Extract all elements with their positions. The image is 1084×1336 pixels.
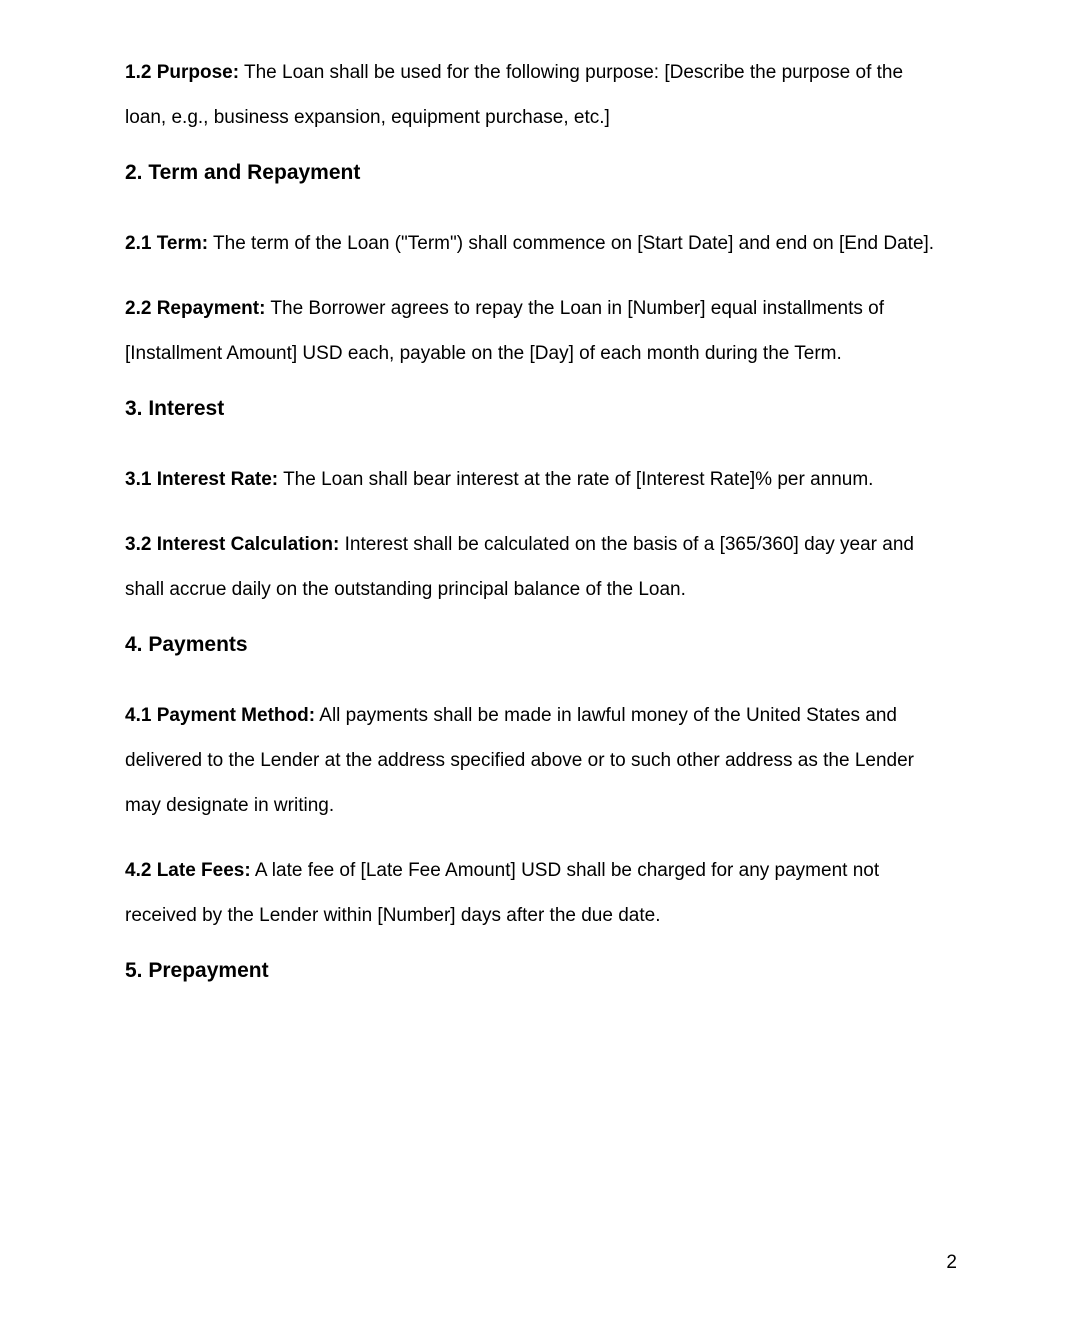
page-number: 2 bbox=[946, 1252, 957, 1273]
clause-text: A late fee of [Late Fee Amount] USD shall be charged for any payment not received by the Lender within [Number] days after the due date. bbox=[125, 860, 880, 926]
clause-text: The Loan shall bear interest at the rate of [Interest Rate]% per annum. bbox=[283, 469, 874, 490]
clause-label: 2.1 Term: bbox=[125, 233, 209, 254]
clause-text: The Loan shall be used for the following purpose: [Describe the purpose of the loan, e.g., business expansion, equipment purchase, etc.] bbox=[125, 62, 904, 128]
clause-text: All payments shall be made in lawful money of the United States and delivered to the Lender at the address specified above or to such other address as the Lender may designate in writing. bbox=[125, 705, 915, 816]
clause-label: 1.2 Purpose: bbox=[125, 62, 240, 83]
section-heading-term-and-repayment: 2. Term and Repayment bbox=[125, 161, 361, 184]
clause-label: 2.2 Repayment: bbox=[125, 298, 266, 319]
clause-text: The term of the Loan ("Term") shall commence on [Start Date] and end on [End Date]. bbox=[213, 233, 935, 254]
clause-label: 3.2 Interest Calculation: bbox=[125, 534, 340, 555]
clause-label: 4.1 Payment Method: bbox=[125, 705, 316, 726]
clause-2-2-repayment bbox=[125, 286, 940, 376]
clause-text: The Borrower agrees to repay the Loan in [Number] equal installments of [Installment Amount] USD each, payable on the [Day] of each month during the Term. bbox=[125, 298, 884, 364]
clause-3-1-interest-rate bbox=[125, 457, 940, 502]
section-heading-prepayment: 5. Prepayment bbox=[125, 959, 269, 982]
clause-2-1-term bbox=[125, 221, 940, 266]
clause-text: Interest shall be calculated on the basis of a [365/360] day year and shall accrue daily on the outstanding principal balance of the Loan. bbox=[125, 534, 914, 600]
clause-4-1-payment-method bbox=[125, 693, 940, 828]
clause-label: 3.1 Interest Rate: bbox=[125, 469, 279, 490]
clause-label: 4.2 Late Fees: bbox=[125, 860, 251, 881]
section-heading-interest: 3. Interest bbox=[125, 397, 225, 420]
clause-1-2-purpose bbox=[125, 50, 940, 140]
section-heading-payments: 4. Payments bbox=[125, 633, 248, 656]
clause-3-2-interest-calculation bbox=[125, 522, 940, 612]
clause-4-2-late-fees bbox=[125, 848, 940, 938]
